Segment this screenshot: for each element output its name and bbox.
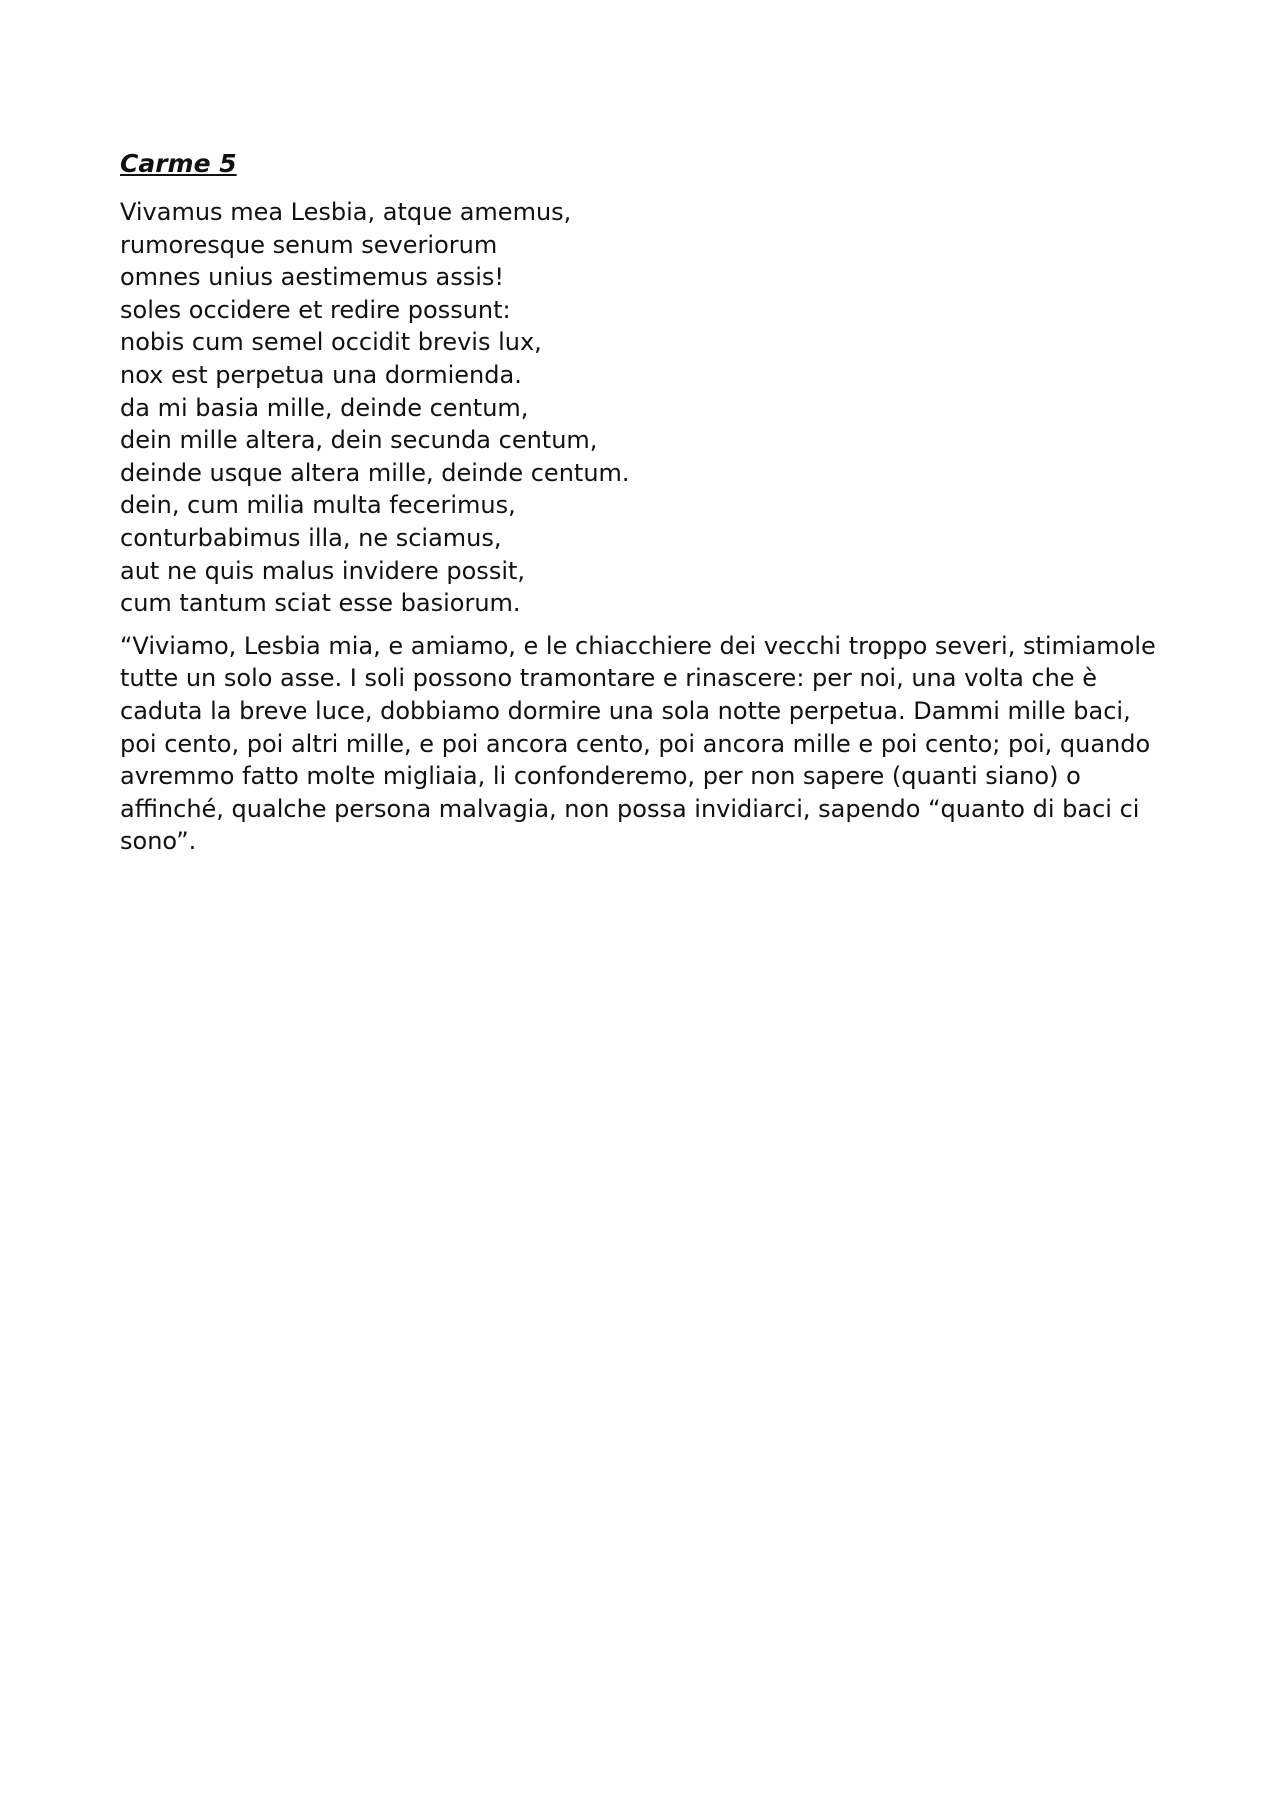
poem-line: da mi basia mille, deinde centum, [120,393,529,422]
poem-line: nox est perpetua una dormienda. [120,360,522,389]
poem-line: conturbabimus illa, ne sciamus, [120,523,502,552]
poem-line: aut ne quis malus invidere possit, [120,556,526,585]
poem-line: soles occidere et redire possunt: [120,295,511,324]
document-body [120,148,1180,858]
italian-translation: “Viviamo, Lesbia mia, e amiamo, e le chiacchiere dei vecchi troppo severi, stimiamole tutte un solo asse. I soli possono tramontare e rinascere: per noi, una volta che è caduta la breve luce, dobbiamo dormire una sola notte perpetua. Dammi mille baci, poi cento, poi altri mille, e poi ancora cento, poi ancora mille e poi cento; poi, quando avremmo fatto molte migliaia, li confonderemo, per non sapere (quanti siano) o affinché, qualche persona malvagia, non possa invidiarci, sapendo “quanto di baci ci sono”. [120,631,1156,856]
poem-line: cum tantum sciat esse basiorum. [120,589,521,618]
latin-poem [120,196,1180,620]
poem-line: rumoresque senum severiorum [120,230,498,259]
poem-line: omnes unius aestimemus assis! [120,263,505,292]
poem-line: dein mille altera, dein secunda centum, [120,426,598,455]
poem-line: deinde usque altera mille, deinde centum. [120,458,630,487]
poem-line: dein, cum milia multa fecerimus, [120,491,516,520]
poem-line: nobis cum semel occidit brevis lux, [120,328,542,357]
document-title: Carme 5 [120,149,237,178]
poem-line: Vivamus mea Lesbia, atque amemus, [120,198,572,226]
